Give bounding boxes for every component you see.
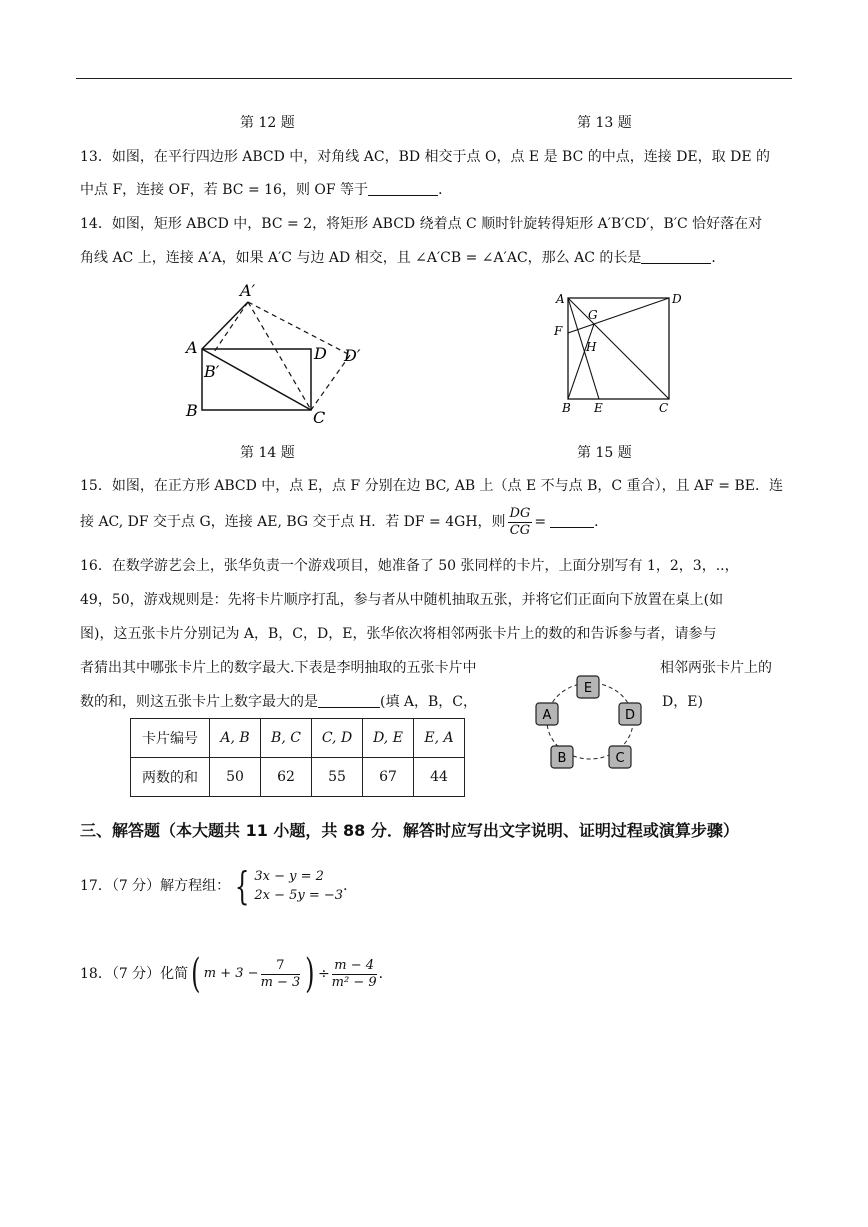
table-cell-sum: 62: [261, 758, 312, 797]
q18-frac1-den: m − 3: [260, 974, 301, 990]
label-H: H: [586, 340, 597, 354]
q16-line1: 16．在数学游艺会上，张华负责一个游戏项目，她准备了 50 张同样的卡片，上面分别写有 1，2，3，..，: [80, 558, 739, 574]
q17-eq2: 2x − 5y = −3: [254, 888, 344, 903]
q18-div: ÷: [317, 966, 330, 982]
label-D: D: [314, 344, 327, 363]
label-F: F: [554, 324, 563, 338]
q13-answer-blank[interactable]: [368, 181, 438, 196]
q15-line2-end: ．: [594, 514, 609, 530]
q18-left-paren: (: [191, 951, 201, 997]
label-Dp: D′: [344, 346, 361, 365]
segment-A'C: [248, 302, 311, 410]
card-D: [619, 703, 641, 725]
label-E: E: [594, 401, 603, 415]
header-rule: [76, 78, 792, 79]
card-diagram: [530, 668, 650, 778]
label-Bp: B′: [204, 362, 220, 381]
q18-prefix: 18．（7 分）化简: [80, 966, 189, 982]
q18-suffix: ．: [378, 966, 393, 982]
q14-line2-end: ．: [711, 250, 726, 266]
segment-AA': [202, 302, 248, 349]
q16-line5: [80, 692, 477, 712]
figure-q15: [548, 288, 693, 418]
q16-line2: 49，50，游戏规则是：先将卡片顺序打乱，参与者从中随机抽取五张，并将它们正面向下放置在桌上(如: [80, 592, 724, 608]
q17-eq1: 3x − y = 2: [254, 869, 324, 884]
label-C: C: [659, 401, 669, 415]
caption-q12: 第 12 题: [240, 115, 295, 131]
table-cell-pair: A, B: [210, 719, 261, 758]
q17-system: [254, 867, 343, 905]
q16-line4a: 者猜出其中哪张卡片上的数字最大.下表是李明抽取的五张卡片中: [80, 660, 477, 676]
q13-line2-end: ．: [438, 182, 453, 198]
svg-text:E: E: [583, 681, 593, 696]
q17-brace: {: [235, 864, 250, 908]
q16-line4b: 相邻两张卡片上的: [660, 660, 772, 676]
q15-line2: [80, 504, 608, 540]
table-cell-sum: 44: [414, 758, 465, 797]
figure-q14: [180, 280, 380, 425]
label-A: A: [556, 292, 565, 306]
q13-line2-text: 中点 F，连接 OF，若 BC = 16，则 OF 等于: [80, 182, 369, 198]
q14-line1: 14．如图，矩形 ABCD 中，BC = 2，将矩形 ABCD 绕着点 C 顺时针旋转得矩形 A′B′CD′，B′C 恰好落在对: [80, 216, 763, 232]
label-G: G: [588, 308, 598, 322]
table-cell-sum: 55: [312, 758, 363, 797]
svg-text:C: C: [615, 751, 625, 766]
q16-answer-blank[interactable]: [318, 693, 380, 708]
q16-line5c: D，E): [662, 694, 703, 710]
label-C: C: [313, 408, 326, 425]
table-row: [131, 719, 465, 758]
table-cell-pair: E, A: [414, 719, 465, 758]
card-B: [551, 746, 573, 768]
q15-equals: =: [534, 514, 547, 530]
q18-fraction-2: [332, 958, 377, 991]
q16-line5-options: (填 A，B，C，: [380, 694, 478, 710]
card-E: [577, 676, 599, 698]
table-row: [131, 758, 465, 797]
card-sum-table: [130, 718, 465, 797]
caption-q14: 第 14 题: [240, 445, 295, 461]
q17-suffix: ．: [343, 878, 358, 894]
table-row-label: 两数的和: [131, 758, 210, 797]
table-cell-sum: 50: [210, 758, 261, 797]
q18-term: m + 3 −: [203, 966, 259, 981]
section-heading: 三、解答题（本大题共 11 小题，共 88 分．解答时应写出文字说明、证明过程或演算步骤）: [80, 821, 739, 840]
q14-answer-blank[interactable]: [641, 249, 711, 264]
q13-line1: 13．如图，在平行四边形 ABCD 中，对角线 AC，BD 相交于点 O，点 E 是 BC 的中点，连接 DE，取 DE 的: [80, 149, 770, 165]
table-cell-pair: C, D: [312, 719, 363, 758]
table-header-label: 卡片编号: [131, 719, 210, 758]
q13-line2: [80, 180, 452, 200]
q15-line2-text: 接 AC, DF 交于点 G，连接 AE, BG 交于点 H．若 DF = 4GH，则: [80, 514, 506, 530]
card-A: [536, 703, 558, 725]
segment-BG: [568, 324, 594, 399]
segment-DF: [568, 298, 669, 333]
label-Ap: A′: [240, 281, 256, 300]
q15-line1: 15．如图，在正方形 ABCD 中，点 E，点 F 分别在边 BC, AB 上（点 E 不与点 B，C 重合），且 AF = BE．连: [80, 478, 783, 494]
q14-line2-text: 角线 AC 上，连接 A′A，如果 A′C 与边 AD 相交，且 ∠A′CB = ∠A′AC，那么 AC 的长是: [80, 250, 642, 266]
q18-right-paren: ): [305, 951, 315, 997]
card-C: [609, 746, 631, 768]
table-cell-pair: D, E: [363, 719, 414, 758]
label-B: B: [186, 401, 198, 420]
q15-fraction: [508, 506, 533, 539]
label-B: B: [562, 401, 571, 415]
table-cell-sum: 67: [363, 758, 414, 797]
q18: [80, 952, 393, 996]
q15-frac-den: CG: [509, 522, 531, 538]
q16-line5-text: 数的和，则这五张卡片上数字最大的是: [80, 694, 318, 710]
q14-line2: [80, 248, 725, 268]
q18-frac2-num: m − 4: [332, 958, 377, 975]
label-D: D: [672, 292, 682, 306]
q15-answer-blank[interactable]: [550, 513, 594, 528]
q18-frac2-den: m² − 9: [331, 974, 377, 990]
table-cell-pair: B, C: [261, 719, 312, 758]
label-A: A: [186, 338, 198, 357]
q18-frac1-num: 7: [261, 958, 301, 975]
q17: [80, 864, 357, 908]
q18-fraction-1: [261, 958, 301, 991]
caption-q15: 第 15 题: [577, 445, 632, 461]
svg-text:D: D: [624, 708, 636, 723]
svg-text:A: A: [542, 708, 552, 723]
q17-prefix: 17．（7 分）解方程组：: [80, 878, 231, 894]
q16-line3: 图)，这五张卡片分别记为 A，B，C，D，E，张华依次将相邻两张卡片上的数的和告诉参与者，请参与: [80, 626, 717, 642]
q15-frac-num: DG: [509, 505, 531, 521]
svg-text:B: B: [557, 751, 567, 766]
caption-q13: 第 13 题: [577, 115, 632, 131]
segment-A'B': [212, 302, 248, 355]
